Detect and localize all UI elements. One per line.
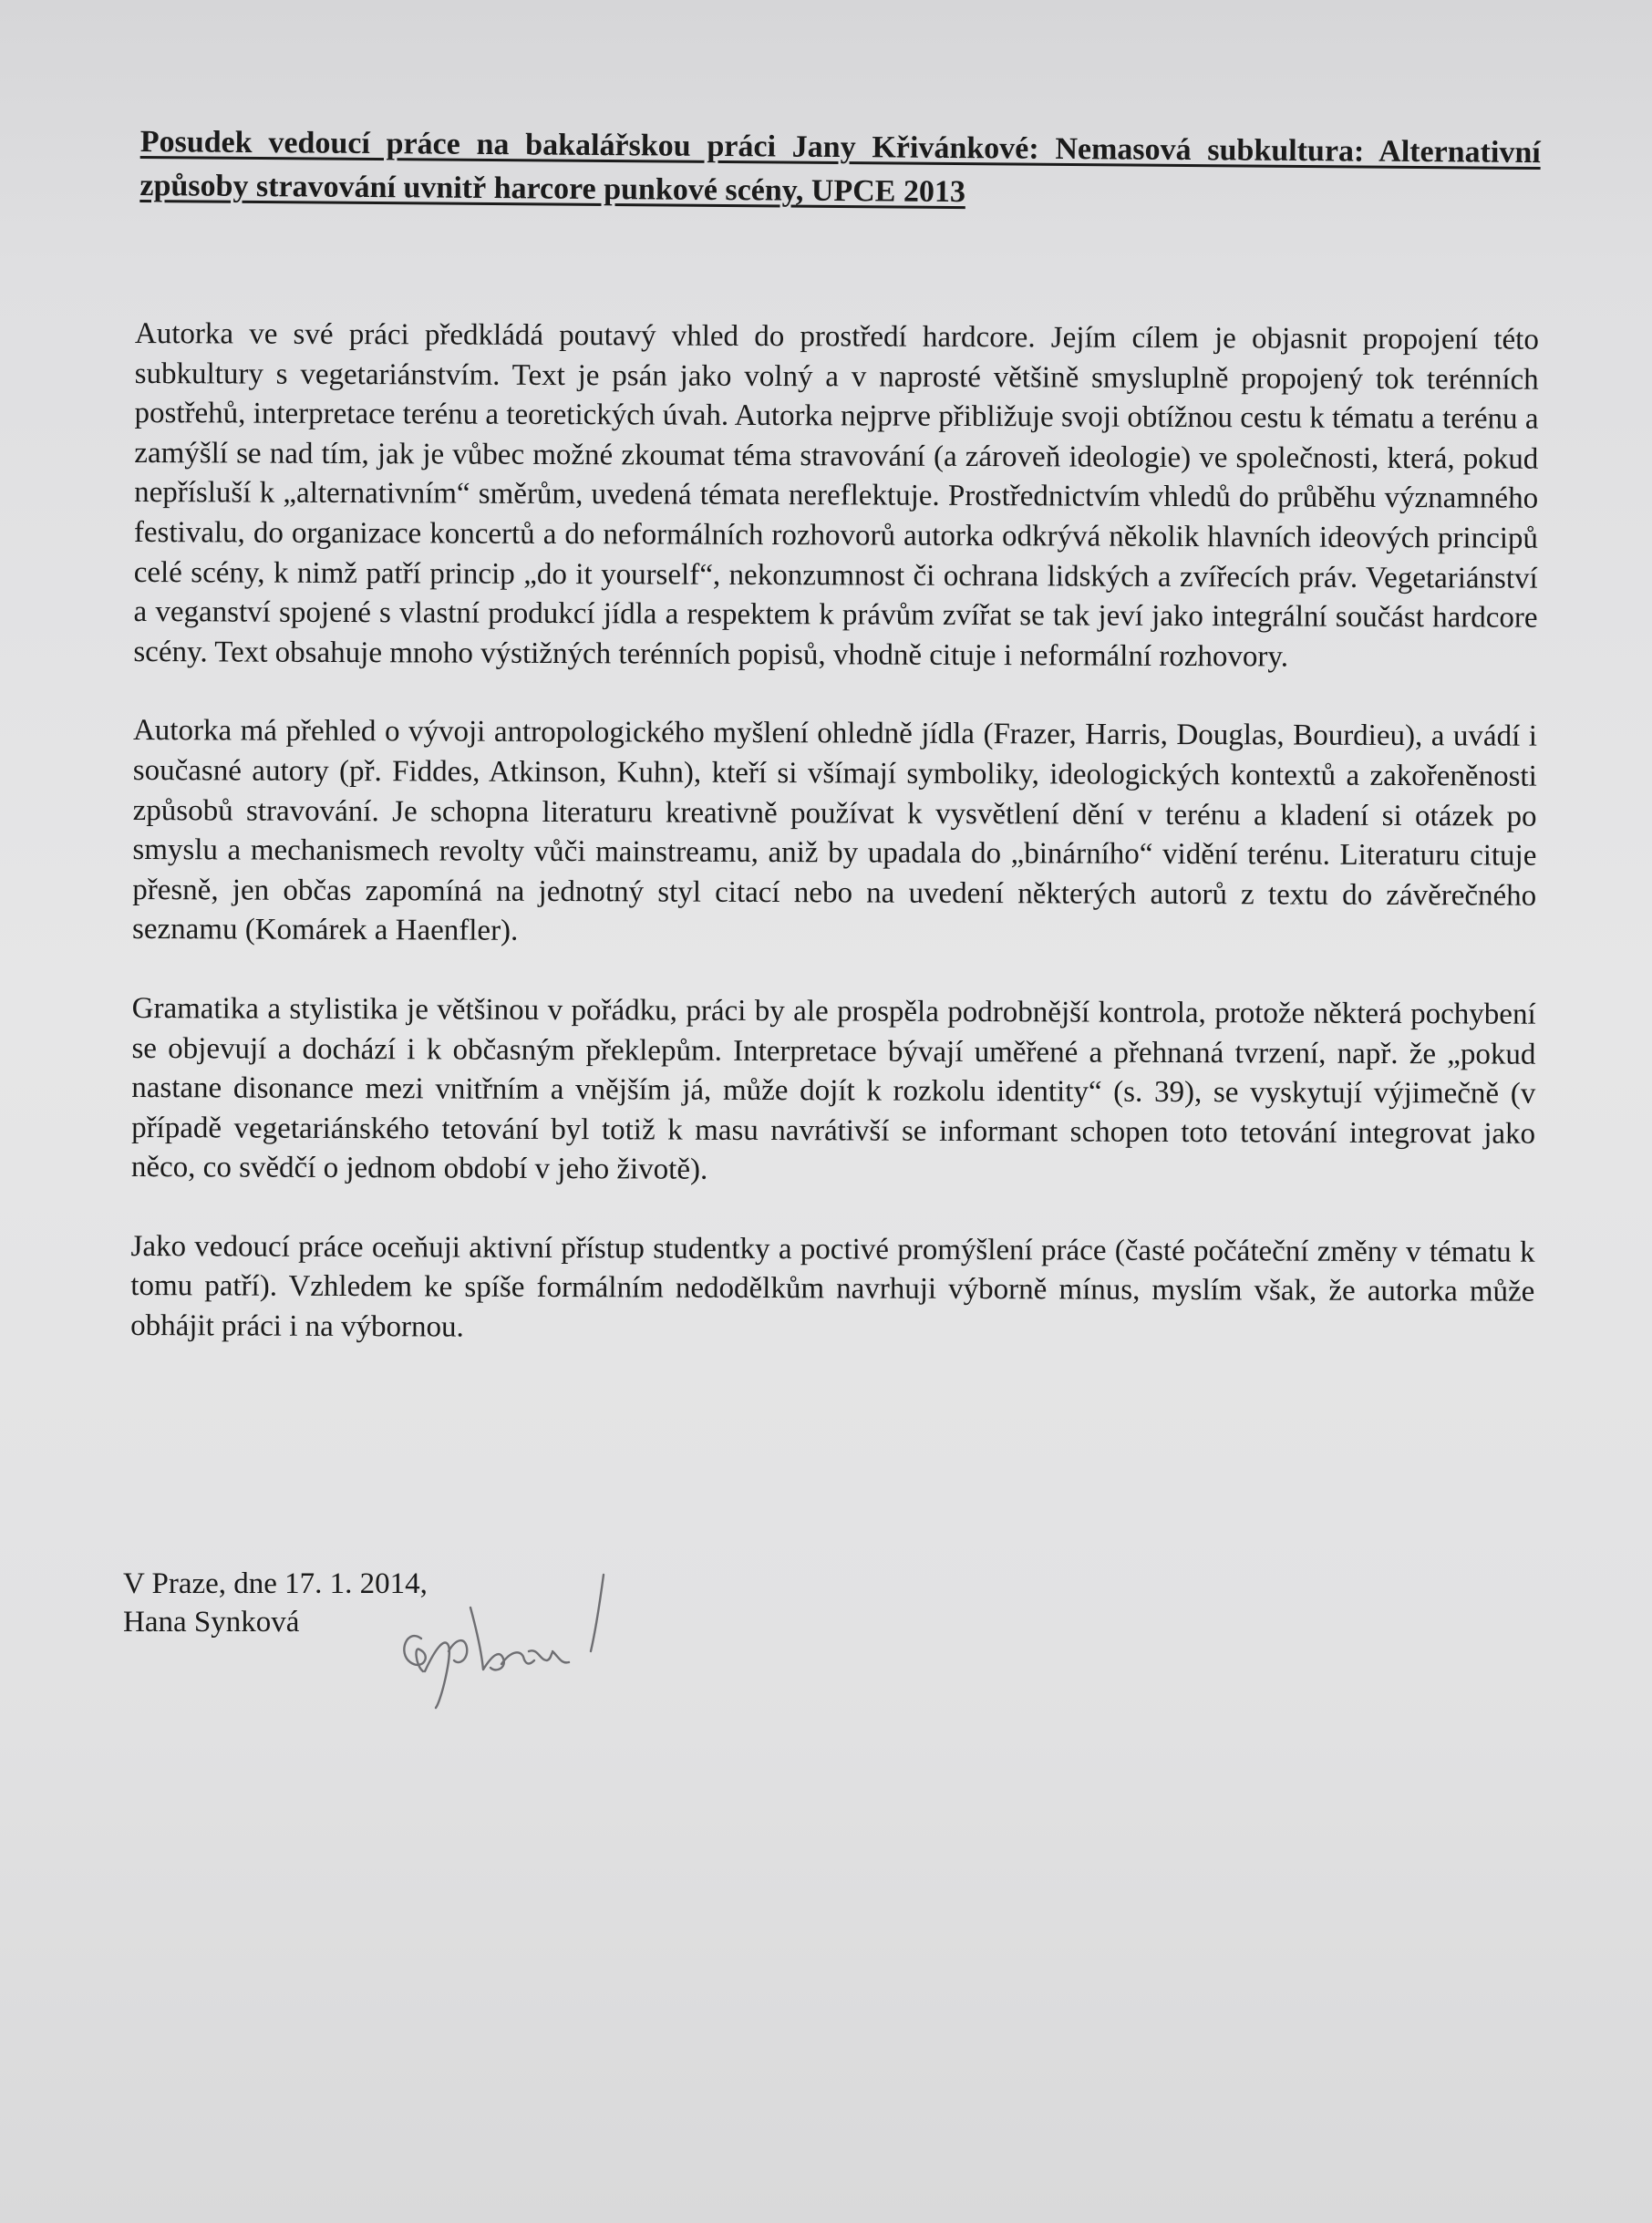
document-title: Posudek vedoucí práce na bakalářskou práci Jany Křivánkové: Nemasová subkultura: Alternativní způsoby stravování uvnitř harcore punkové scény, UPCE 2013 bbox=[139, 124, 1541, 210]
handwritten-signature bbox=[392, 1564, 656, 1719]
paragraph-evaluation: Jako vedoucí práce oceňuji aktivní přístup studentky a poctivé promýšlení práce (časté počáteční změny v tématu k tomu patří). Vzhledem ke spíše formálním nedodělkům navrhuji výborně mínus, myslím však, že autorka může obhájit práci i na výbornou. bbox=[130, 1229, 1535, 1344]
place-date: V Praze, dne 17. 1. 2014, bbox=[123, 1567, 428, 1600]
review-body bbox=[130, 315, 1539, 1391]
paragraph-grammar: Gramatika a stylistika je většinou v pořádku, práci by ale prospěla podrobnější kontrola, protože některá pochybení se objevují a dochází i k občasným překlepům. Interpretace bývají uměřené a přehnaná tvrzení, např. že „pokud nastane disonance mezi vnitřním a vnějším já, může dojít k rozkolu identity“ (s. 39), se vyskytují výjimečně (v případě vegetariánského tetování byl totiž k masu navrátivší se informant schopen toto tetování integrovat jako něco, co svědčí o jednom období v jeho životě). bbox=[130, 991, 1536, 1187]
signoff-block bbox=[123, 1565, 428, 1641]
author-name: Hana Synková bbox=[123, 1606, 300, 1639]
paragraph-summary: Autorka ve své práci předkládá poutavý vhled do prostředí hardcore. Jejím cílem je objasnit propojení této subkultury s vegetariánstvím. Text je psán jako volný a v naprosté většině smysluplně propojený tok terénních postřehů, interpretace terénu a teoretických úvah. Autorka nejprve přibližuje svoji obtížnou cestu k tématu a terénu a zamýšlí se nad tím, jak je vůbec možné zkoumat téma stravování (a zároveň ideologie) ve společnosti, která, pokud nepřísluší k „alternativním“ směrům, uvedená témata nereflektuje. Prostřednictvím vhledů do průběhu významného festivalu, do organizace koncertů a do neformálních rozhovorů autorka odkrývá několik hlavních ideových principů celé scény, k nimž patří princip „do it yourself“, nekonzumnost či ochrana lidských a zvířecích práv. Vegetariánství a veganství spojené s vlastní produkcí jídla a respektem k právům zvířat se tak jeví jako integrální součást hardcore scény. Text obsahuje mnoho výstižných terénních popisů, vhodně cituje i neformální rozhovory. bbox=[133, 316, 1539, 674]
paragraph-literature: Autorka má přehled o vývoji antropologického myšlení ohledně jídla (Frazer, Harris, Douglas, Bourdieu), a uvádí i současné autory (př. Fiddes, Atkinson, Kuhn), kteří si všímají symboliky, ideologických kontextů a zakořeněnosti způsobů stravování. Je schopna literaturu kreativně používat k vysvětlení dění v terénu a kladení si otázek po smyslu a mechanismech revolty vůči mainstreamu, aniž by upadala do „binárního“ vidění terénu. Literaturu cituje přesně, jen občas zapomíná na jednotný styl citací nebo na uvedení některých autorů z textu do závěrečného seznamu (Komárek a Haenfler). bbox=[131, 714, 1538, 948]
